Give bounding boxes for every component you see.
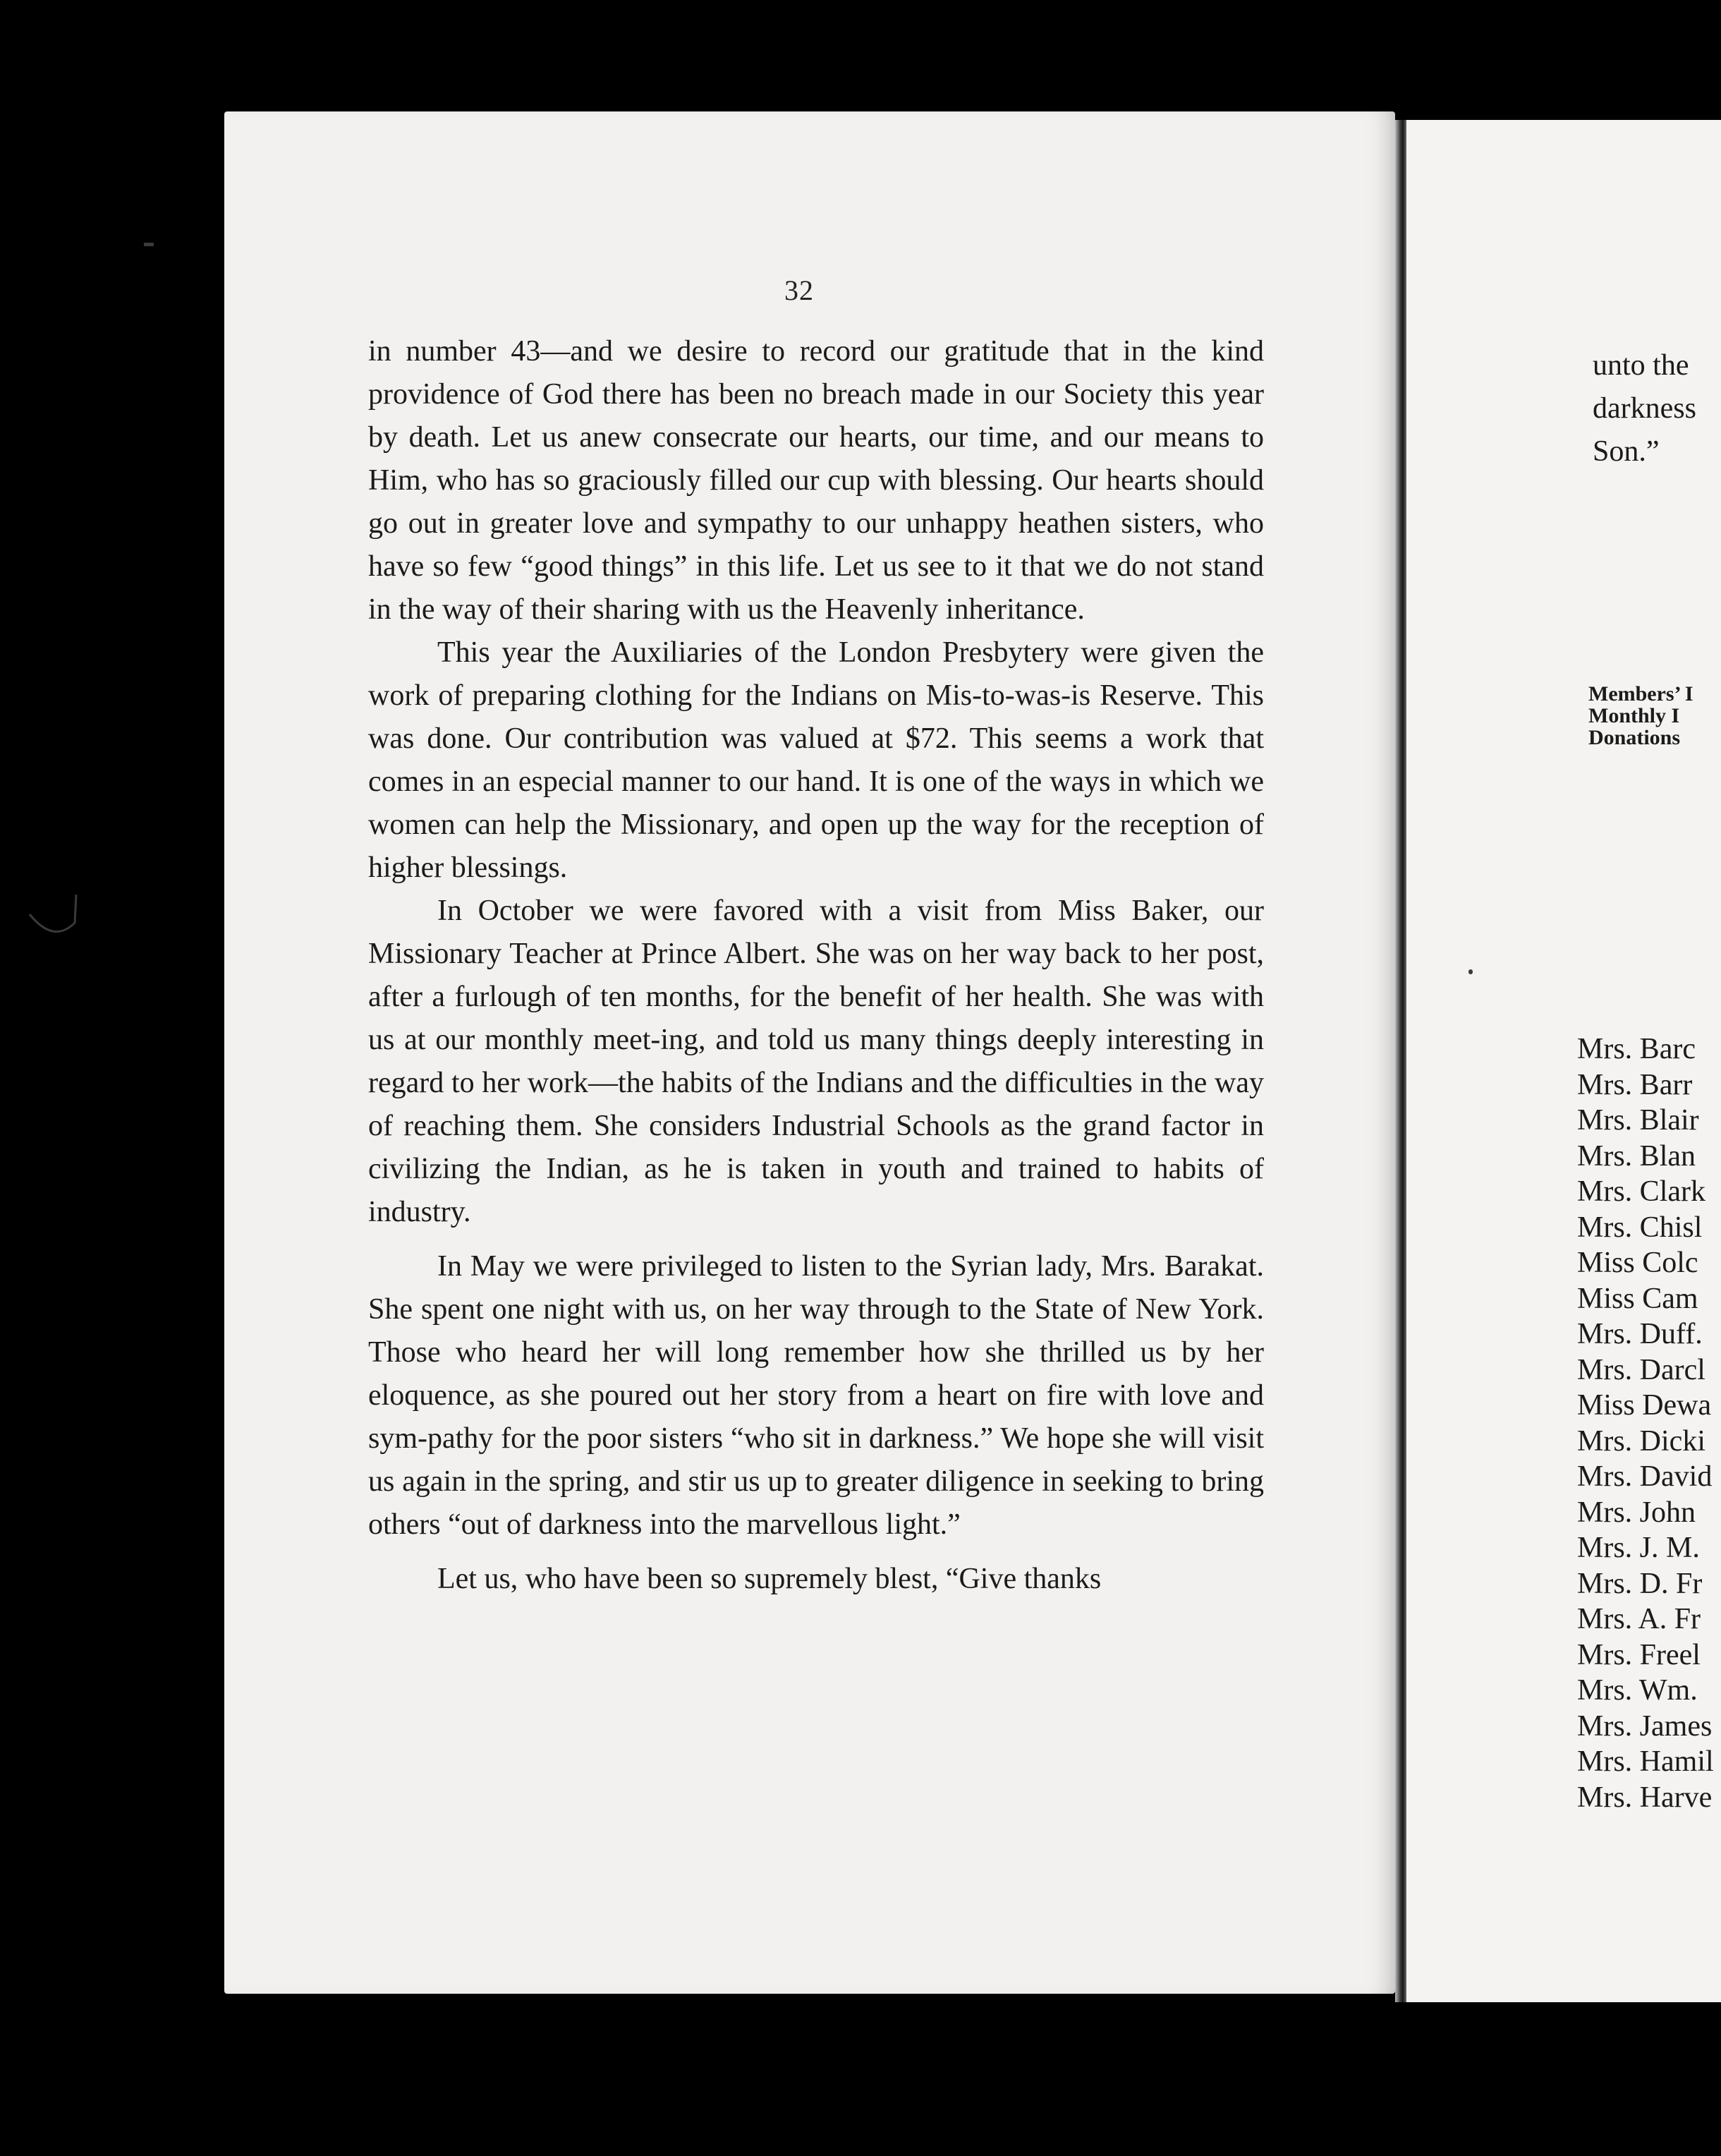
finance-line: Monthly I	[1588, 704, 1680, 727]
member-item: Mrs. D. Fr	[1577, 1567, 1703, 1600]
member-item: Mrs. Harve	[1577, 1781, 1713, 1814]
member-item: Mrs. Clark	[1577, 1175, 1705, 1208]
paragraph: In October we were favored with a visit from Miss Baker, our Missionary Teacher at Prince Albert. She was on her way back to her post, after a furlough of ten months, for the benefit of her health. She was with us at our monthly meet-ing, and told us many things deeply interesting in regard to her work—the habits of the Indians and the difficulties in the way of reaching them. She considers Industrial Schools as the grand factor in civilizing the Indian, as he is taken in youth and trained to habits of industry.	[368, 895, 1264, 1228]
member-item: Mrs. Duff.	[1577, 1318, 1703, 1350]
member-item: Mrs. A. Fr	[1577, 1603, 1701, 1635]
body-text	[368, 330, 1264, 1601]
paragraph: Let us, who have been so supremely blest, “Give thanks	[437, 1563, 1102, 1595]
member-item: Mrs. Hamil	[1577, 1745, 1714, 1778]
book-gutter	[1395, 120, 1406, 2002]
member-item: Mrs. Freel	[1577, 1638, 1701, 1671]
scan-speck	[1468, 969, 1473, 974]
member-item: Mrs. James	[1577, 1709, 1713, 1743]
text-line: Son.”	[1593, 435, 1660, 468]
member-item: Miss Cam	[1577, 1282, 1698, 1315]
right-page-intro	[1593, 344, 1696, 473]
scan-artifact-curve	[25, 873, 89, 944]
member-item: Mrs. Barc	[1577, 1033, 1696, 1065]
member-item: Mrs. John	[1577, 1496, 1696, 1529]
finance-line: Members’ I	[1588, 682, 1693, 705]
text-line: darkness	[1593, 392, 1696, 425]
paragraph: This year the Auxiliaries of the London Presbytery were given the work of preparing clothing for the Indians on Mis-to-was-is Reserve. This was done. Our contribution was valued at $72. This seems a work that comes in an especial manner to our hand. It is one of the ways in which we women can help the Missionary, and open up the way for the reception of higher blessings.	[368, 636, 1264, 884]
member-item: Mrs. Chisl	[1577, 1211, 1703, 1244]
paragraph: In May we were privileged to listen to the Syrian lady, Mrs. Barakat. She spent one night with us, on her way through to the State of New York. Those who heard her will long remember how she thrilled us by her eloquence, as she poured out her story from a heart on fire with love and sym-pathy for the poor sisters “who sit in darkness.” We hope she will visit us again in the spring, and stir us up to greater diligence in seeking to bring others “out of darkness into the marvellous light.”	[368, 1250, 1264, 1541]
member-item: Miss Colc	[1577, 1247, 1698, 1279]
member-list	[1577, 1031, 1714, 1815]
page-number: 32	[784, 274, 814, 306]
finance-line: Donations	[1588, 726, 1681, 749]
member-item: Mrs. Dicki	[1577, 1424, 1705, 1458]
text-line: unto the	[1593, 349, 1689, 382]
scan-speck	[144, 243, 154, 246]
member-item: Mrs. Blan	[1577, 1139, 1696, 1173]
finance-list	[1588, 683, 1693, 749]
member-item: Mrs. Barr	[1577, 1068, 1693, 1101]
member-item: Mrs. Wm.	[1577, 1674, 1698, 1707]
paragraph: in number 43—and we desire to record our gratitude that in the kind providence of God there has been no breach made in our Society this year by death. Let us anew consecrate our hearts, our time, and our means to Him, who has so graciously filled our cup with blessing. Our hearts should go out in greater love and sympathy to our unhappy heathen sisters, who have so few “good things” in this life. Let us see to it that we do not stand in the way of their sharing with us the Heavenly inheritance.	[368, 335, 1264, 626]
member-item: Miss Dewa	[1577, 1389, 1712, 1422]
member-item: Mrs. J. M.	[1577, 1532, 1700, 1564]
member-item: Mrs. Darcl	[1577, 1353, 1705, 1386]
member-item: Mrs. Blair	[1577, 1104, 1699, 1137]
member-item: Mrs. David	[1577, 1460, 1713, 1493]
